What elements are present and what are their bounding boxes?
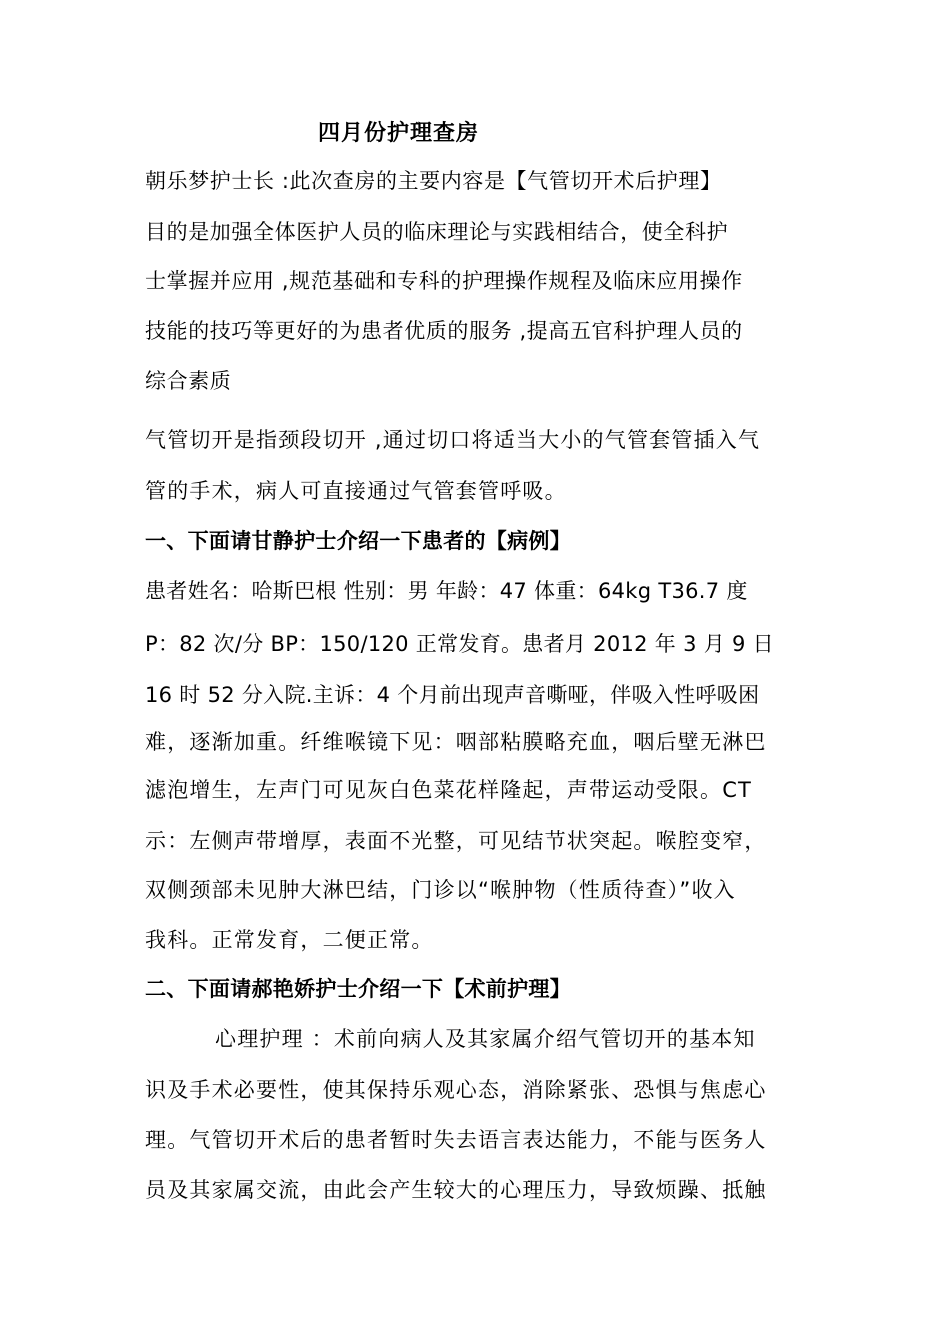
section-heading: 一、下面请甘静护士介绍一下患者的【病例】 [145,529,571,553]
text-line: 心理护理 ：术前向病人及其家属介绍气管切开的基本知 [215,1027,756,1051]
text-line: 理。气管切开术后的患者暂时失去语言表达能力，不能与医务人 [145,1128,767,1152]
text-line: 难，逐渐加重。纤维喉镜下见：咽部粘膜略充血，咽后壁无淋巴 [145,730,767,754]
text-line: 员及其家属交流，由此会产生较大的心理压力，导致烦躁、抵触 [145,1178,767,1202]
text-line: 示：左侧声带增厚，表面不光整，可见结节状突起。喉腔变窄， [145,829,767,853]
text-line: 16 时 52 分入院.主诉：4 个月前出现声音嘶哑，伴吸入性呼吸困 [145,683,760,707]
text-line: 双侧颈部未见肿大淋巴结，门诊以“喉肿物（性质待查）”收入 [145,878,736,902]
text-line: 我科。正常发育，二便正常。 [145,928,434,952]
text-line: 管的手术，病人可直接通过气管套管呼吸。 [145,479,567,503]
page-title: 四月份护理查房 [318,121,480,146]
text-line: 士掌握并应用 ,规范基础和专科的护理操作规程及临床应用操作 [145,269,743,293]
section-heading: 二、下面请郝艳娇护士介绍一下【术前护理】 [145,977,571,1001]
text-line: 识及手术必要性，使其保持乐观心态，消除紧张、恐惧与焦虑心 [145,1078,767,1102]
text-line: 气管切开是指颈段切开 ,通过切口将适当大小的气管套管插入气 [145,428,761,452]
text-line: 朝乐梦护士长 :此次查房的主要内容是【气管切开术后护理】 [145,169,722,193]
text-line: 技能的技巧等更好的为患者优质的服务 ,提高五官科护理人员的 [145,319,743,343]
text-line: 目的是加强全体医护人员的临床理论与实践相结合，使全科护 [145,220,729,244]
text-line: 综合素质 [145,369,232,393]
text-line: 滤泡增生，左声门可见灰白色菜花样隆起，声带运动受限。CT [145,778,753,802]
text-line: 患者姓名：哈斯巴根 性别：男 年龄：47 体重：64kg T36.7 度 [145,579,748,603]
text-line: P：82 次/分 BP：150/120 正常发育。患者月 2012 年 3 月 9 日 [145,632,774,656]
